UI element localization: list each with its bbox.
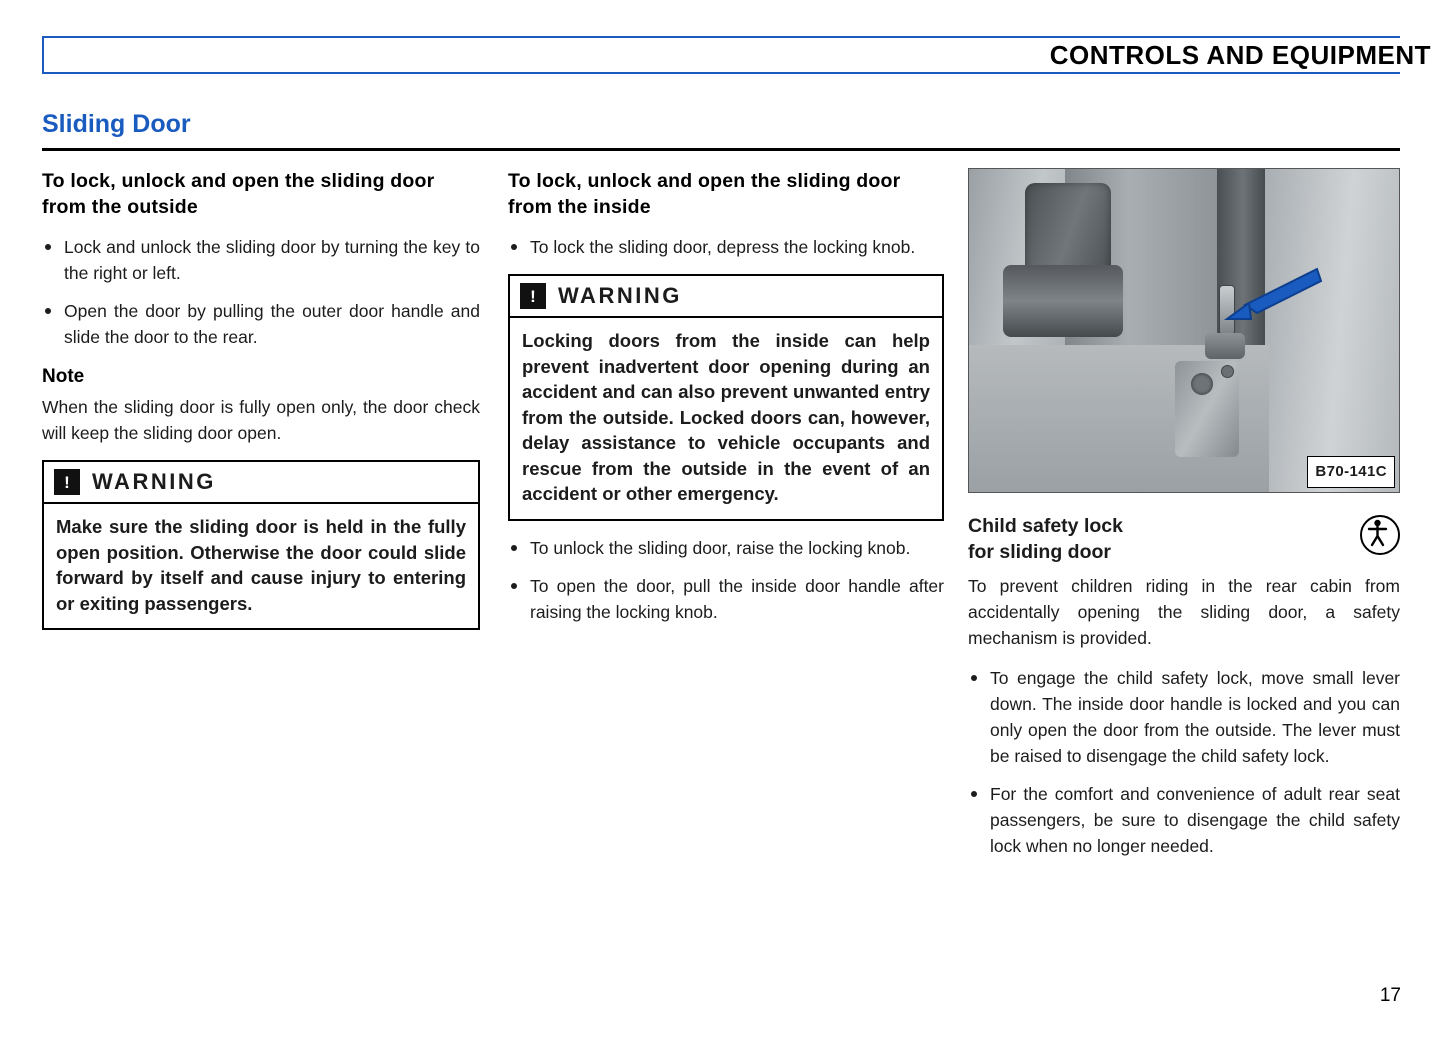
warning-text: Locking doors from the inside can help prevent inadvertent door opening during an accident and can also prevent unwanted entry from the outside. Locked doors can, however, delay assistance to vehicle occupants and rescue from the outside in the event of an accident or other emergency. bbox=[522, 330, 930, 504]
photo-screw bbox=[1221, 365, 1234, 378]
list-item: Lock and unlock the sliding door by turning the key to the right or left. bbox=[42, 234, 480, 286]
warning-triangle-icon bbox=[520, 283, 546, 309]
child-safety-icon bbox=[1360, 515, 1400, 555]
warning-exclamation: ! bbox=[64, 472, 70, 492]
section-divider bbox=[42, 148, 1400, 151]
list-item: To unlock the sliding door, raise the locking knob. bbox=[508, 535, 944, 561]
col1-heading: To lock, unlock and open the sliding door from the outside bbox=[42, 170, 435, 218]
warning-exclamation: ! bbox=[530, 286, 536, 306]
warning-header bbox=[510, 276, 942, 318]
child-safety-heading-line1: Child safety lock bbox=[968, 515, 1123, 537]
warning-body bbox=[44, 504, 478, 628]
list-item: To engage the child safety lock, move small lever down. The inside door handle is locked and you can only open the door from the outside. The lever must be raised to disengage the child safety lock. bbox=[968, 665, 1400, 769]
warning-title: WARNING bbox=[92, 469, 216, 494]
warning-text: Make sure the sliding door is held in the fully open position. Otherwise the door could slide forward by itself and cause injury to entering or exiting passengers. bbox=[56, 516, 466, 614]
child-safety-heading-line2: for sliding door bbox=[968, 541, 1111, 563]
photo-handle-recess bbox=[1003, 265, 1123, 337]
column-child-safety bbox=[968, 168, 1400, 871]
photo-lever-base bbox=[1205, 333, 1245, 359]
note-text: When the sliding door is fully open only, the door check will keep the sliding door open. bbox=[42, 397, 480, 443]
list-item: To lock the sliding door, depress the locking knob. bbox=[508, 234, 944, 260]
callout-arrow-icon bbox=[1205, 263, 1325, 333]
child-safety-heading bbox=[968, 513, 1123, 565]
column-outside bbox=[42, 168, 480, 630]
list-item: For the comfort and convenience of adult rear seat passengers, be sure to disengage the child safety lock when no longer needed. bbox=[968, 781, 1400, 859]
col2-bullet-list-top bbox=[508, 234, 944, 260]
list-item: Open the door by pulling the outer door handle and slide the door to the rear. bbox=[42, 298, 480, 350]
page-header-title: CONTROLS AND EQUIPMENT bbox=[1040, 38, 1431, 72]
warning-body bbox=[510, 318, 942, 519]
page-number: 17 bbox=[1379, 985, 1401, 1006]
col1-bullet-list bbox=[42, 234, 480, 350]
figure-code: B70-141C bbox=[1307, 456, 1395, 488]
col2-heading: To lock, unlock and open the sliding door from the inside bbox=[508, 170, 901, 218]
column-inside bbox=[508, 168, 944, 637]
col2-bullet-list-bottom bbox=[508, 535, 944, 625]
warning-title: WARNING bbox=[558, 283, 682, 308]
sliding-door-photo bbox=[968, 168, 1400, 493]
warning-triangle-icon bbox=[54, 469, 80, 495]
warning-header bbox=[44, 462, 478, 504]
note-label: Note bbox=[42, 366, 85, 387]
section-title: Sliding Door bbox=[42, 110, 191, 138]
child-safety-intro: To prevent children riding in the rear cabin from accidentally opening the sliding door, a safety mechanism is provided. bbox=[968, 576, 1400, 648]
child-safety-heading-row bbox=[968, 513, 1400, 565]
warning-box-inside bbox=[508, 274, 944, 521]
list-item: To open the door, pull the inside door handle after raising the locking knob. bbox=[508, 573, 944, 625]
child-safety-bullet-list bbox=[968, 665, 1400, 859]
warning-box-outside bbox=[42, 460, 480, 630]
